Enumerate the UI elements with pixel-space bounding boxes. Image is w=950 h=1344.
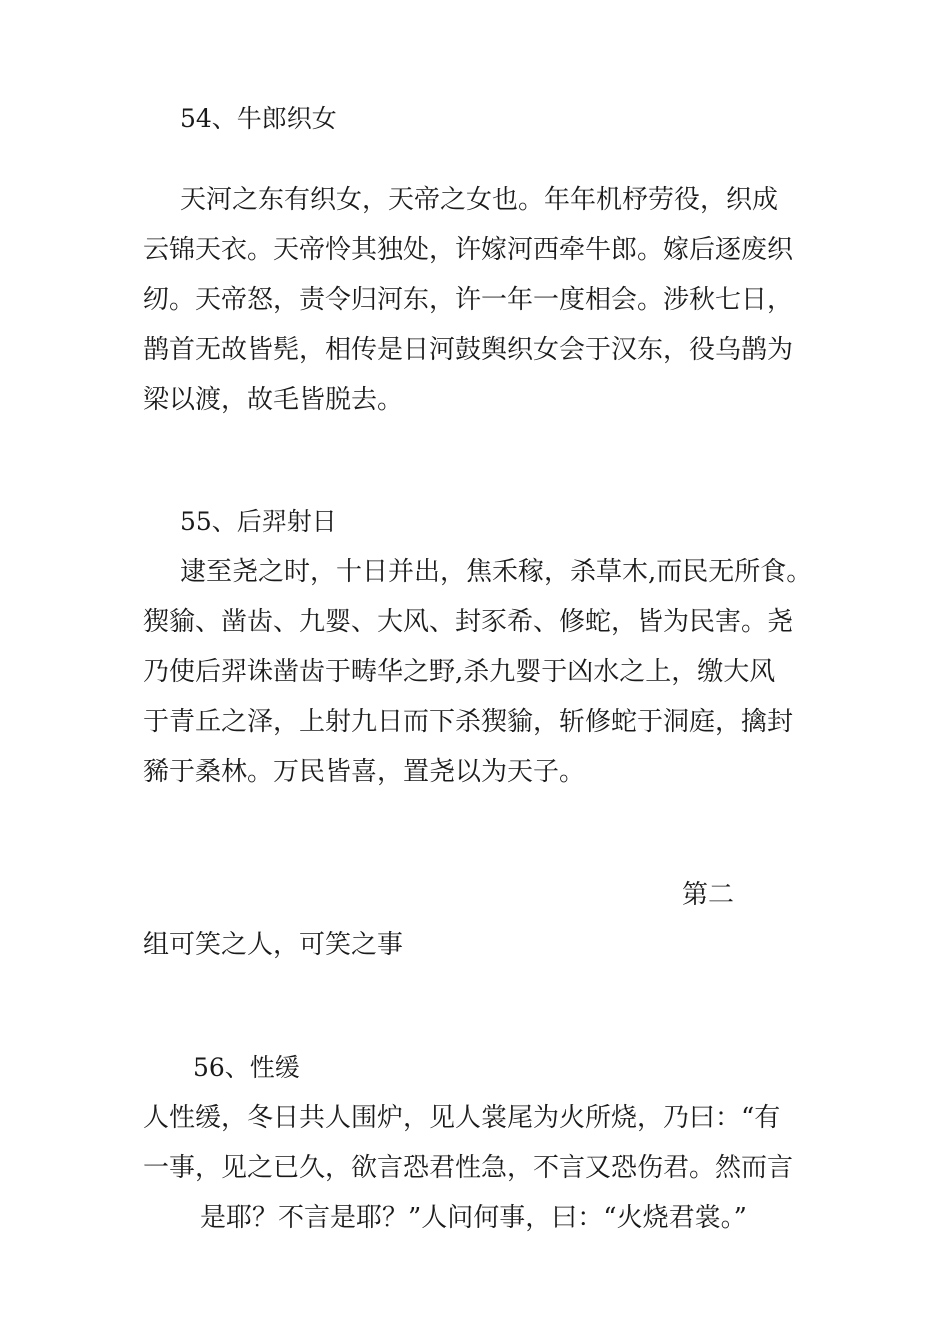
group-heading-part2: 组可笑之人，可笑之事 [143,930,404,960]
section-title-55: 55、后羿射日 [180,507,337,536]
section-title-54: 54、牛郎织女 [180,104,337,133]
text-line: 一事，见之已久，欲言恐君性急，不言又恐伤君。然而言 [143,1153,794,1183]
text-line: 猰貐、凿齿、九婴、大风、封豕希、修蛇，皆为民害。尧 [143,607,794,637]
text-line: 人性缓，冬日共人围炉，见人裳尾为火所烧，乃曰：“有 [143,1103,781,1133]
group-heading-part1: 第二 [682,880,735,910]
text-line: 梁以渡，故毛皆脱去。 [143,385,404,415]
text-line: 乃使后羿诛凿齿于畴华之野,杀九婴于凶水之上，缴大风 [143,657,776,687]
text-line: 天河之东有织女，天帝之女也。年年机杼劳役，织成 [180,185,779,215]
section-title-56: 56、性缓 [193,1053,300,1082]
text-line: 鹊首无故皆髡，相传是日河鼓舆织女会于汉东，役乌鹊为 [143,335,794,365]
text-line: 于青丘之泽，上射九日而下杀猰貐，斩修蛇于洞庭，擒封 [143,707,794,737]
text-line: 纫。天帝怒，责令归河东，许一年一度相会。涉秋七日， [143,285,794,315]
text-line: 云锦天衣。天帝怜其独处，许嫁河西牵牛郎。嫁后逐废织 [143,235,794,265]
text-line: 豨于桑林。万民皆喜，置尧以为天子。 [143,757,586,787]
text-line: 是耶？不言是耶？”人问何事，曰：“火烧君裳。” [200,1203,747,1233]
text-line: 逮至尧之时，十日并出，焦禾稼，杀草木,而民无所食。 [180,557,813,587]
